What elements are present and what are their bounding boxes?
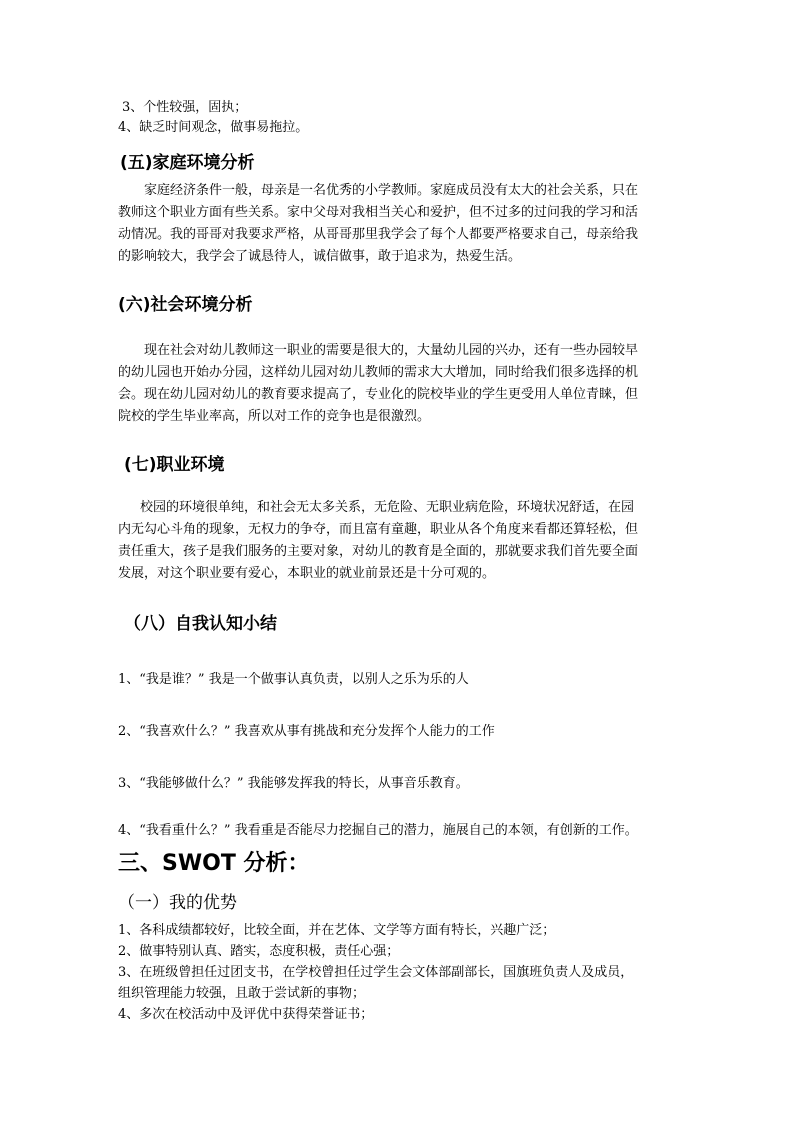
list-item: 1、“我是谁？” 我是一个做事认真负责，以别人之乐为乐的人 (118, 672, 469, 687)
paragraph-line: 家庭经济条件一般，母亲是一名优秀的小学教师。家庭成员没有太大的社会关系，只在 (144, 183, 639, 198)
paragraph-career (118, 497, 678, 585)
paragraph-line: 发展，对这个职业要有爱心，本职业的就业前景还是十分可观的。 (118, 566, 496, 581)
paragraph-line: 教师这个职业方面有些关系。家中父母对我相当关心和爱护，但不过多的过问我的学习和活 (118, 205, 639, 220)
list-item: 2、“我喜欢什么？” 我喜欢从事有挑战和充分发挥个人能力的工作 (118, 724, 495, 739)
list-item: 3、“我能够做什么？” 我能够发挥我的特长，从事音乐教育。 (118, 776, 469, 791)
section-heading-summary: （八）自我认知小结 (124, 614, 277, 634)
list-item: 1、各科成绩都较好，比较全面，并在艺体、文学等方面有特长，兴趣广泛； (118, 923, 556, 938)
paragraph-family (118, 180, 678, 268)
list-item: 组织管理能力较强，且敢于尝试新的事物； (118, 986, 366, 1001)
paragraph-line: 内无勾心斗角的现象，无权力的争夺，而且富有童趣，职业从各个角度来看都还算轻松，但 (118, 522, 639, 537)
paragraph-line: 校园的环境很单纯，和社会无太多关系，无危险、无职业病危险，环境状况舒适，在园 (140, 500, 635, 515)
paragraph-line: 院校的学生毕业率高，所以对工作的竞争也是很激烈。 (118, 409, 431, 424)
paragraph-line: 会。现在幼儿园对幼儿的教育要求提高了，专业化的院校毕业的学生更受用人单位青睐，但 (118, 387, 639, 402)
list-item: 4、缺乏时间观念，做事易拖拉。 (118, 120, 309, 135)
paragraph-social (118, 340, 678, 428)
paragraph-line: 的幼儿园也开始办分园，这样幼儿园对幼儿教师的需求大大增加，同时给我们很多选择的机 (118, 365, 639, 380)
list-item: 3、个性较强，固执； (122, 100, 248, 115)
paragraph-line: 责任重大，孩子是我们服务的主要对象，对幼儿的教育是全面的，那就要求我们首先要全面 (118, 544, 639, 559)
list-item: 3、在班级曾担任过团支书，在学校曾担任过学生会文体部副部长，国旗班负责人及成员， (118, 965, 634, 980)
section-heading-career: (七)职业环境 (124, 455, 225, 475)
paragraph-line: 的影响较大，我学会了诚恳待人，诚信做事，敢于追求为，热爱生活。 (118, 249, 522, 264)
subsection-heading-strengths: （一）我的优势 (118, 893, 237, 913)
paragraph-line: 动情况。我的哥哥对我要求严格，从哥哥那里我学会了每个人都要严格要求自己，母亲给我 (118, 227, 639, 242)
list-item: 4、多次在校活动中及评优中获得荣誉证书； (118, 1007, 374, 1022)
chapter-heading-swot: 三、SWOT 分析： (118, 851, 310, 876)
section-heading-family: (五)家庭环境分析 (120, 153, 255, 173)
list-item: 2、做事特别认真、踏实，态度积极，责任心强； (118, 944, 400, 959)
list-item: 4、“我看重什么？” 我看重是否能尽力挖掘自己的潜力，施展自己的本领，有创新的工作。 (118, 823, 638, 838)
section-heading-social: (六)社会环境分析 (118, 295, 253, 315)
paragraph-line: 现在社会对幼儿教师这一职业的需要是很大的，大量幼儿园的兴办，还有一些办园较早 (144, 343, 639, 358)
